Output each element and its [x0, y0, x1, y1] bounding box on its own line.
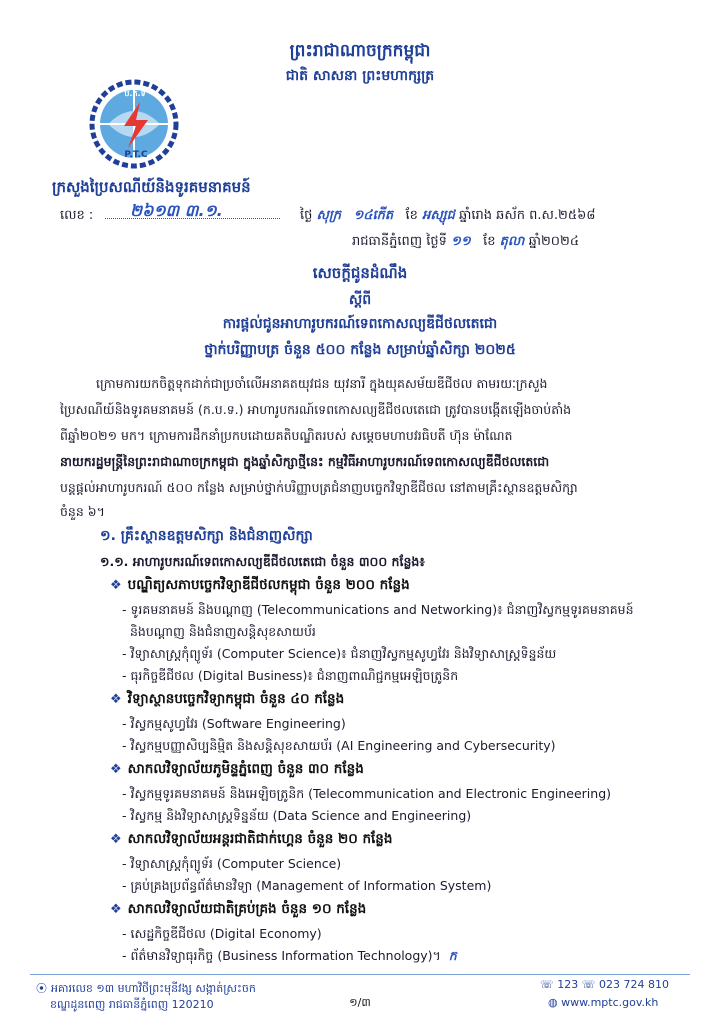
notice-about: ស្តីពី — [348, 292, 372, 308]
institution-4-item-2: - គ្រប់គ្រងប្រព័ន្ធព័ត៌មានវិទ្យា (Management of Information System) — [122, 878, 492, 893]
logo-text-top: ប.ត.ទ — [124, 89, 146, 98]
kingdom-title: ព្រះរាជាណាចក្រកម្ពុជា — [289, 41, 431, 61]
institution-2 — [110, 690, 344, 710]
institution-2-name: វិទ្យាស្ថានបច្ចេកវិទ្យាកម្ពុជា ចំនួន ៤០ កន្លែង — [127, 691, 345, 707]
intro-line-5: បន្តផ្តល់អាហារូបករណ៍ ៥០០ កន្លែង សម្រាប់ថ្នាក់បរិញ្ញាបត្រជំនាញបច្ចេកវិទ្យាឌីជីថល នៅតាមគ្រឹះស្ថានឧត្តមសិក្សា — [60, 480, 578, 495]
institution-3-name: សាកលវិទ្យាល័យភូមិន្ទភ្នំពេញ ចំនួន ៣០ កន្លែង — [127, 761, 364, 777]
notice-title: សេចក្តីជូនដំណឹង — [312, 264, 408, 282]
reference-number: ២៦១៣ ៣.១. — [130, 201, 223, 220]
intro-line-6: ចំនួន ៦។ — [60, 504, 105, 519]
footer-website[interactable]: www.mptc.gov.kh — [561, 996, 659, 1009]
intro-line-2: ប្រៃសណីយ៍និងទូរគមនាគមន៍ (ក.ប.ទ.) អាហារូបករណ៍ទេពកោសល្យឌីជីថលតេជោ ត្រូវបានបង្កើតឡើងចាប់តាំង — [60, 402, 572, 417]
footer-phone-short: 123 — [557, 978, 579, 991]
institution-3-item-2: - វិស្វកម្ម និងវិទ្យាសាស្ត្រទិន្នន័យ (Data Science and Engineering) — [122, 808, 472, 823]
lunar-day: សុក្រ — [316, 208, 342, 223]
location-pin-icon: ⦿ — [36, 982, 47, 995]
lunar-month-label: ខែ — [405, 208, 418, 223]
ministry-name: ក្រសួងប្រៃសណីយ៍និងទូរគមនាគមន៍ — [52, 178, 251, 196]
footer-address-line-1 — [36, 980, 256, 998]
section-1-heading: ១. គ្រឹះស្ថានឧត្តមសិក្សា និងជំនាញសិក្សា — [100, 528, 313, 544]
institution-1-item-3: - ធុរកិច្ចឌីជីថល (Digital Business)៖ ជំនាញពាណិជ្ជកម្មអេឡិចត្រូនិក — [122, 668, 459, 683]
intro-line-1: ក្រោមការយកចិត្តទុកដាក់ជាប្រចាំលើអនាគតយុវជន យុវនារី ក្នុងយុគសម័យឌីជីថល តាមរយៈក្រសួង — [96, 376, 548, 391]
institution-5-item-2 — [122, 946, 457, 965]
footer-address-2: ខណ្ឌដូនពេញ រាជធានីភ្នំពេញ 120210 — [50, 998, 214, 1011]
intro-line-4: នាយករដ្ឋមន្ត្រីនៃព្រះរាជាណាចក្រកម្ពុជា ក្នុងឆ្នាំសិក្សាថ្មីនេះ កម្មវិធីអាហារូបករណ៍ទេពកោសល្យឌីជីថលតេជោ — [60, 454, 550, 469]
lunar-date-prefix: ថ្ងៃ — [300, 208, 313, 223]
institution-4-name: សាកលវិទ្យាល័យអន្តរជាតិជាក់ហ្គេន ចំនួន ២០ កន្លែង — [127, 831, 393, 847]
intro-line-3: ពីឆ្នាំ២០២១ មក។ ក្រោមការដឹកនាំប្រកបដោយគតិបណ្ឌិតរបស់ សម្តេចមហាបវរធិបតី ហ៊ុន ម៉ាណែត — [60, 428, 513, 443]
institution-5-item-2-text: - ព័ត៌មានវិទ្យាធុរកិច្ច (Business Information Technology)។ — [122, 948, 441, 963]
diamond-bullet-icon: ❖ — [110, 578, 122, 593]
phone-icon: ☏ — [540, 978, 554, 991]
institution-1-name: បណ្ឌិត្យសភាបច្ចេកវិទ្យាឌីជីថលកម្ពុជា ចំនួន ២០០ កន្លែង — [127, 577, 410, 593]
page-number: ១/៣ — [349, 996, 371, 1009]
institution-5-name: សាកលវិទ្យាល័យជាតិគ្រប់គ្រង ចំនួន ១០ កន្លែង — [127, 901, 367, 917]
footer-phone: 023 724 810 — [599, 978, 670, 991]
lunar-month: អស្សុជ — [422, 208, 455, 223]
institution-3 — [110, 760, 364, 780]
institution-1-item-1-cont: និងបណ្តាញ និងជំនាញសន្តិសុខសាយប័រ — [130, 624, 316, 639]
national-motto: ជាតិ សាសនា ព្រះមហាក្សត្រ — [285, 68, 435, 84]
solar-date — [352, 232, 579, 251]
institution-1-item-2: - វិទ្យាសាស្ត្រកុំព្យូទ័រ (Computer Science)៖ ជំនាញវិស្វកម្មសូហ្វវែរ និងវិទ្យាសាស្ត្រទិន្នន័យ — [122, 646, 557, 661]
lunar-year: ឆ្នាំរោង ឆស័ក ព.ស.២៥៦៨ — [458, 208, 596, 223]
logo-text-bottom: P.T.C — [124, 150, 148, 160]
diamond-bullet-icon: ❖ — [110, 902, 122, 917]
lunar-date — [300, 206, 595, 225]
footer-website-row — [548, 996, 658, 1009]
globe-icon: ◍ — [548, 996, 558, 1009]
solar-date-prefix: រាជធានីភ្នំពេញ ថ្ងៃទី — [352, 234, 447, 249]
diamond-bullet-icon: ❖ — [110, 692, 122, 707]
handwritten-initial: ក — [448, 948, 457, 963]
footer-divider — [30, 974, 690, 975]
institution-2-item-1: - វិស្វកម្មសូហ្វវែរ (Software Engineering) — [122, 716, 346, 731]
institution-3-item-1: - វិស្វកម្មទូរគមនាគមន៍ និងអេឡិចត្រូនិក (Telecommunication and Electronic Engineering) — [122, 786, 612, 801]
institution-1 — [110, 576, 410, 596]
institution-1-item-1: - ទូរគមនាគមន៍ និងបណ្តាញ (Telecommunications and Networking)៖ ជំនាញវិស្វកម្មទូរគមនាគមន៍ — [122, 602, 634, 617]
solar-month: តុលា — [499, 234, 525, 249]
institution-4-item-1: - វិទ្យាសាស្ត្រកុំព្យូទ័រ (Computer Science) — [122, 856, 342, 871]
institution-4 — [110, 830, 392, 850]
notice-subject: ការផ្តល់ជូនអាហារូបករណ៍ទេពកោសល្យឌីជីថលតេជោ — [222, 316, 498, 332]
institution-5-item-1: - សេដ្ឋកិច្ចឌីជីថល (Digital Economy) — [122, 926, 322, 941]
reference-label: លេខ : — [60, 208, 94, 223]
section-1-1-heading: ១.១. អាហារូបករណ៍ទេពកោសល្យឌីជីថលតេជោ ចំនួន ៣០០ កន្លែង៖ — [100, 554, 425, 569]
institution-2-item-2: - វិស្វកម្មបញ្ញាសិប្បនិម្មិត និងសន្តិសុខសាយប័រ (AI Engineering and Cybersecurity) — [122, 738, 556, 753]
footer-address-1: អគារលេខ ១៣ មហាវិថីព្រះមុនីវង្ស សង្កាត់ស្រះចក — [51, 982, 256, 995]
institution-5 — [110, 900, 366, 920]
lunar-phase: ១៤កើត — [353, 208, 394, 223]
solar-year: ឆ្នាំ២០២៤ — [528, 234, 580, 249]
diamond-bullet-icon: ❖ — [110, 832, 122, 847]
solar-day: ១១ — [451, 234, 471, 249]
solar-month-label: ខែ — [483, 234, 496, 249]
notice-subject-detail: ថ្នាក់បរិញ្ញាបត្រ ចំនួន ៥០០ កន្លែង សម្រាប់ឆ្នាំសិក្សា ២០២៥ — [204, 342, 516, 358]
diamond-bullet-icon: ❖ — [110, 762, 122, 777]
footer-phones — [540, 978, 669, 991]
phone-icon: ☏ — [581, 978, 596, 991]
